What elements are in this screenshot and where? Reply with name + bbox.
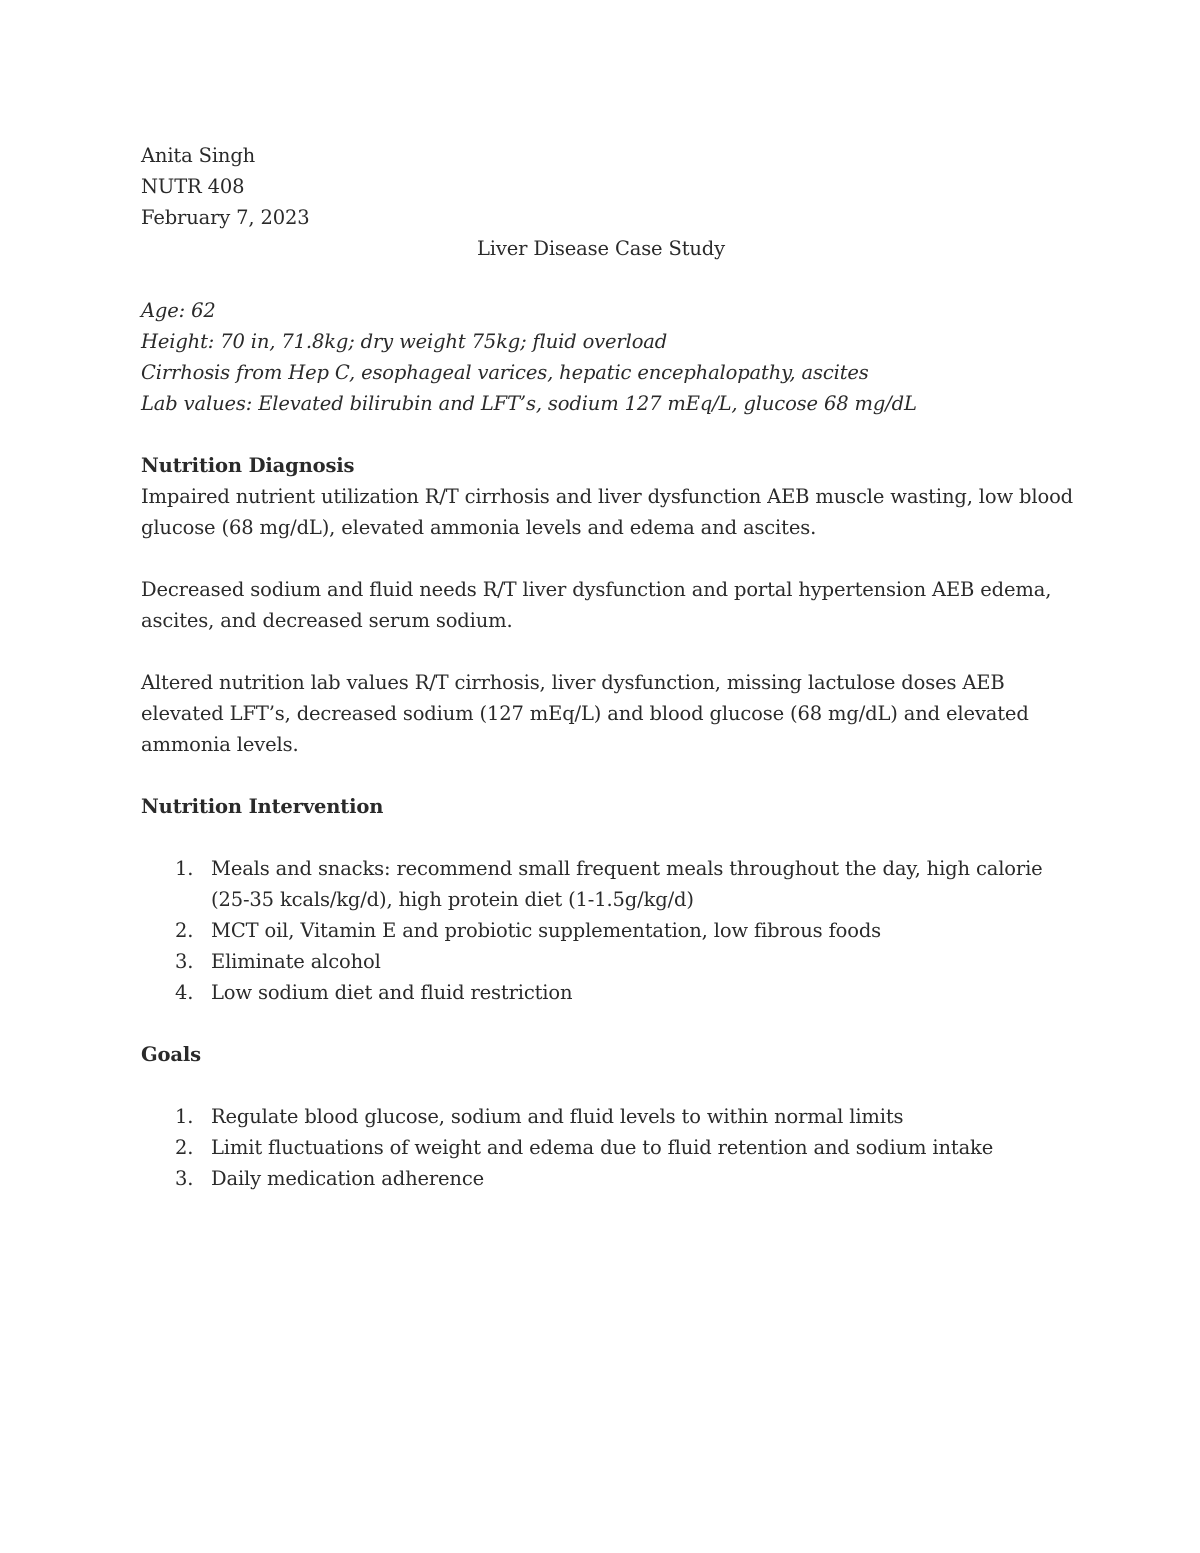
list-number: 1. <box>175 857 194 880</box>
patient-diagnoses: Cirrhosis from Hep C, esophageal varices, hepatic encephalopathy, ascites <box>141 361 869 384</box>
spacer <box>141 1008 1061 1039</box>
list-number: 2. <box>175 1136 194 1159</box>
document-body <box>141 140 1073 1194</box>
spacer <box>141 1070 1061 1101</box>
spacer <box>141 264 1061 295</box>
list-item-text: Daily medication adherence <box>211 1167 485 1190</box>
document-date: February 7, 2023 <box>141 206 310 229</box>
spacer <box>141 419 1061 450</box>
list-number: 3. <box>175 1167 194 1190</box>
diagnosis-3-line-3: ammonia levels. <box>141 733 299 756</box>
goals-list <box>141 1101 1061 1194</box>
spacer <box>141 822 1061 853</box>
diagnosis-1-line-2: glucose (68 mg/dL), elevated ammonia levels and edema and ascites. <box>141 516 817 539</box>
patient-lab-values: Lab values: Elevated bilirubin and LFT’s, sodium 127 mEq/L, glucose 68 mg/dL <box>141 392 917 415</box>
list-number: 1. <box>175 1105 194 1128</box>
spacer <box>141 760 1061 791</box>
diagnosis-2-line-2: ascites, and decreased serum sodium. <box>141 609 513 632</box>
nutrition-diagnosis-heading: Nutrition Diagnosis <box>141 454 355 477</box>
list-item-text: Low sodium diet and fluid restriction <box>211 981 573 1004</box>
list-item-text-continued: (25-35 kcals/kg/d), high protein diet (1-1.5g/kg/d) <box>211 888 694 911</box>
document-title: Liver Disease Case Study <box>477 237 725 260</box>
list-number: 4. <box>175 981 194 1004</box>
patient-height-weight: Height: 70 in, 71.8kg; dry weight 75kg; fluid overload <box>141 330 668 353</box>
list-item-text: MCT oil, Vitamin E and probiotic supplementation, low fibrous foods <box>211 919 882 942</box>
patient-age: Age: 62 <box>141 299 216 322</box>
goals-heading: Goals <box>141 1043 201 1066</box>
course-code: NUTR 408 <box>141 175 245 198</box>
list-item <box>141 853 1061 915</box>
list-item <box>141 1101 1061 1132</box>
list-item-text: Eliminate alcohol <box>211 950 381 973</box>
list-item <box>141 915 1061 946</box>
list-item <box>141 946 1061 977</box>
author-name: Anita Singh <box>141 144 256 167</box>
diagnosis-1-line-1: Impaired nutrient utilization R/T cirrhosis and liver dysfunction AEB muscle wasting, low blood <box>141 485 1073 508</box>
list-item-text: Limit fluctuations of weight and edema due to fluid retention and sodium intake <box>211 1136 994 1159</box>
nutrition-intervention-heading: Nutrition Intervention <box>141 795 384 818</box>
spacer <box>141 543 1061 574</box>
diagnosis-2-line-1: Decreased sodium and fluid needs R/T liver dysfunction and portal hypertension AEB edema, <box>141 578 1052 601</box>
list-number: 3. <box>175 950 194 973</box>
list-item <box>141 977 1061 1008</box>
list-item-text: Regulate blood glucose, sodium and fluid levels to within normal limits <box>211 1105 904 1128</box>
intervention-list <box>141 853 1061 1008</box>
list-item-text: Meals and snacks: recommend small frequent meals throughout the day, high calorie <box>211 857 1043 880</box>
spacer <box>141 636 1061 667</box>
list-number: 2. <box>175 919 194 942</box>
list-item <box>141 1163 1061 1194</box>
diagnosis-3-line-1: Altered nutrition lab values R/T cirrhosis, liver dysfunction, missing lactulose doses AEB <box>141 671 1005 694</box>
diagnosis-3-line-2: elevated LFT’s, decreased sodium (127 mEq/L) and blood glucose (68 mg/dL) and elevated <box>141 702 1029 725</box>
list-item <box>141 1132 1061 1163</box>
